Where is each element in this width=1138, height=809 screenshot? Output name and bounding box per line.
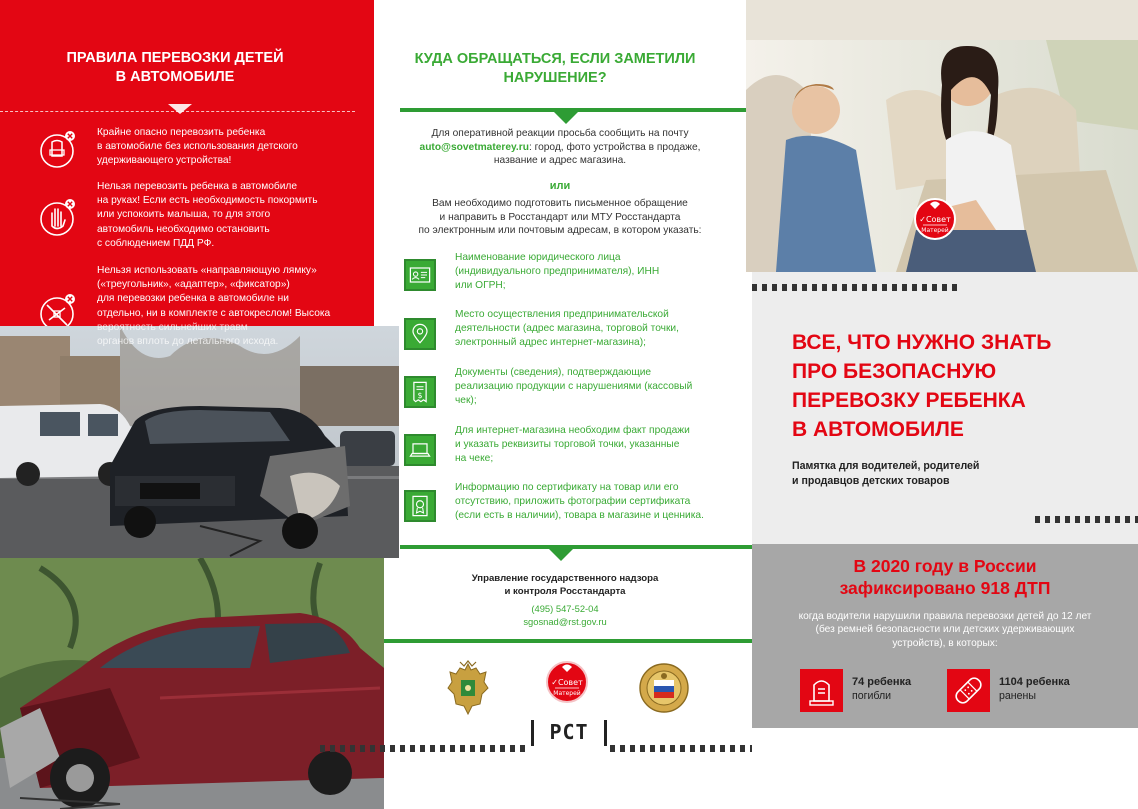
sovet-materey-logo bbox=[913, 197, 957, 241]
dashed-strip bbox=[1035, 516, 1138, 523]
dashed-strip bbox=[320, 745, 530, 752]
stat-deaths-label: погибли bbox=[852, 690, 892, 702]
or-label: или bbox=[549, 180, 571, 192]
green-divider-arrow bbox=[548, 548, 574, 561]
bandage-icon bbox=[947, 669, 990, 712]
cover-subtitle: Памятка для водителей, родителей и продавцов детских товаров bbox=[792, 460, 980, 487]
agency-name: Управление государственного надзора и контроля Росстандарта bbox=[471, 573, 659, 597]
item-text-4: Для интернет-магазина необходим факт продажи и указать реквизиты торговой точки, указанные на чеке; bbox=[455, 425, 690, 465]
badge-line1: ✓Совет bbox=[919, 215, 951, 224]
cover-title: ВСЕ, ЧТО НУЖНО ЗНАТЬ ПРО БЕЗОПАСНУЮ ПЕРЕВОЗКУ РЕБЕНКА В АВТОМОБИЛЕ bbox=[792, 331, 1052, 441]
written-request-text: Вам необходимо подготовить письменное обращение и направить в Росстандарт или МТУ Росстандарта по электронным или почтовым адресам, в котором указать: bbox=[418, 198, 702, 236]
photo-crashed-sedan bbox=[0, 326, 399, 558]
stats-description: когда водители нарушили правила перевозки детей до 12 лет (без ремней безопасности или детских удерживающих устройств), в которых: bbox=[798, 611, 1092, 649]
badge-line2: Матерей bbox=[553, 690, 581, 697]
rst-logo: РСТ bbox=[549, 720, 589, 744]
photo-crashed-red-car bbox=[0, 558, 384, 809]
item-text-1: Наименование юридического лица (индивидуального предпринимателя), ИНН или ОГРН; bbox=[455, 252, 660, 292]
rule-text-1: Крайне опасно перевозить ребенка в автомобиле без использования детского удерживающего устройства! bbox=[97, 127, 298, 167]
svg-text:$: $ bbox=[417, 391, 423, 401]
rules-title: ПРАВИЛА ПЕРЕВОЗКИ ДЕТЕЙ В АВТОМОБИЛЕ bbox=[66, 50, 284, 85]
receipt-icon bbox=[404, 376, 436, 408]
badge-line2: Матерей bbox=[921, 227, 949, 234]
rst-bar-right bbox=[604, 720, 607, 746]
divider-arrow bbox=[168, 104, 192, 114]
id-card-icon bbox=[404, 259, 436, 291]
sovet-materey-logo bbox=[545, 660, 589, 704]
location-pin-icon bbox=[404, 318, 436, 350]
agency-phone[interactable]: (495) 547-52-04 bbox=[531, 603, 599, 614]
report-intro: Для оперативной реакции просьба сообщить на почту auto@sovetmaterey.ru: город, фото устройства в продаже, название и адрес магазина. bbox=[419, 128, 701, 166]
dashed-strip bbox=[610, 745, 752, 752]
car-seat-prohibited-icon bbox=[38, 128, 80, 170]
rule-text-2: Нельзя перевозить ребенка в автомобиле на руках! Если есть необходимость покормить или успокоить малыша, то для этого автомобиль необходимо остановить с соблюдением ПДД РФ. bbox=[97, 181, 318, 249]
stat-injured-number: 1104 ребенка bbox=[999, 676, 1070, 688]
item-text-3: Документы (сведения), подтверждающие реализацию продукции с нарушениями (кассовый чек); bbox=[455, 367, 693, 407]
rule-text-3: Нельзя использовать «направляющую лямку» («треугольник», «адаптер», «фиксатор») для перевозки ребенка в автомобиле ни отдельно, ни в комплекте с автокреслом! Высока вероятность сильнейших травм органов вплоть до летального исхода. bbox=[97, 265, 331, 348]
agency-email[interactable]: sgosnad@rst.gov.ru bbox=[523, 616, 607, 627]
green-divider bbox=[384, 639, 752, 643]
green-divider-arrow bbox=[553, 111, 579, 124]
stats-title: В 2020 году в России зафиксировано 918 ДТП bbox=[839, 556, 1051, 598]
badge-line1: ✓Совет bbox=[551, 678, 583, 687]
report-title: КУДА ОБРАЩАТЬСЯ, ЕСЛИ ЗАМЕТИЛИ НАРУШЕНИЕ? bbox=[414, 51, 696, 86]
russian-coat-of-arms-icon bbox=[440, 658, 496, 718]
memorial-icon bbox=[800, 669, 843, 712]
traffic-police-emblem-icon bbox=[636, 658, 692, 718]
item-text-2: Место осуществления предпринимательской деятельности (адрес магазина, торговой точки, электронный адрес интернет-магазина); bbox=[455, 309, 679, 349]
item-text-5: Информацию по сертификату на товар или его отсутствию, приложить фотографии сертификата (если есть в наличии), товара в магазине и ценника. bbox=[455, 482, 704, 522]
dashed-strip bbox=[752, 284, 958, 291]
certificate-icon bbox=[404, 490, 436, 522]
laptop-icon bbox=[404, 434, 436, 466]
stat-injured-label: ранены bbox=[999, 690, 1036, 702]
green-divider bbox=[400, 545, 752, 549]
report-email-link[interactable]: auto@sovetmaterey.ru bbox=[419, 141, 529, 153]
stat-deaths-number: 74 ребенка bbox=[852, 676, 912, 688]
hand-stop-prohibited-icon bbox=[38, 196, 80, 238]
